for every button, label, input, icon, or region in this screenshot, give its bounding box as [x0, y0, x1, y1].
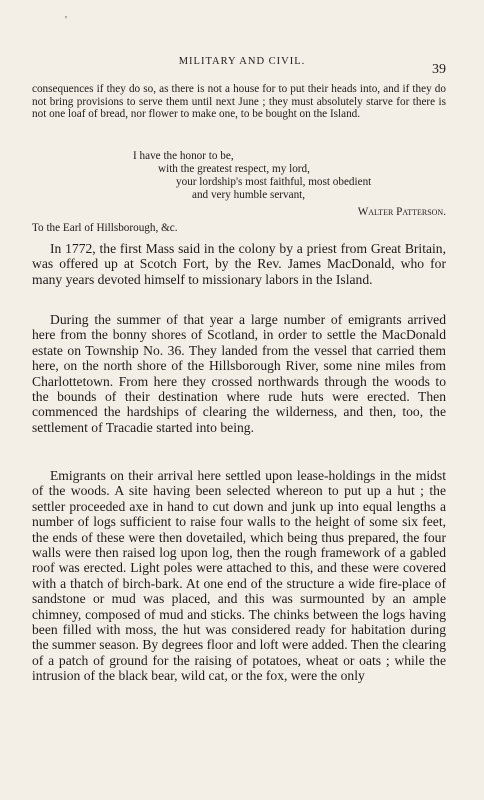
paragraph-first-mass: In 1772, the first Mass said in the colony by a priest from Great Britain, was offered up at Scotch Fort, by the Rev. James MacDonald, who for many years devoted himself to missionary labors in the Island.	[32, 241, 446, 287]
page-number: 39	[432, 62, 446, 77]
paragraph-emigrants-arrival: During the summer of that year a large number of emigrants arrived here from the bonny shores of Scotland, in order to settle the MacDonald estate on Township No. 36. They landed from the vessel that carried them here, on the north shore of the Hillsborough River, some nine miles from Charlottetown. From here they crossed northwards through the woods to the bounds of their destination where rude huts were erected. Then commenced the hardships of clearing the wilderness, and then, too, the settlement of Tracadie started into being.	[32, 312, 446, 435]
addressee: To the Earl of Hillsborough, &c.	[32, 222, 178, 234]
running-head: MILITARY AND CIVIL.	[178, 56, 306, 67]
closing-line-3: your lordship's most faithful, most obedient	[176, 176, 372, 188]
closing-line-2: with the greatest respect, my lord,	[158, 163, 310, 175]
letter-continuation: consequences if they do so, as there is not a house for to put their heads into, and if they do not bring provisions to serve them until next June ; they must absolutely starve for there is not one loaf of bread, nor flower to make one, to be bought on the Island.	[32, 83, 446, 121]
closing-line-1: I have the honor to be,	[133, 150, 234, 162]
signature: Walter Patterson.	[357, 206, 446, 218]
closing-line-4: and very humble servant,	[192, 189, 306, 201]
paragraph-block-2	[32, 312, 446, 435]
stray-mark: '	[65, 14, 67, 26]
letter-continuation-block	[32, 83, 446, 121]
paragraph-block-1	[32, 241, 446, 287]
paragraph-block-3	[32, 468, 446, 684]
paragraph-settlement-huts: Emigrants on their arrival here settled upon lease-holdings in the midst of the woods. A site having been selected whereon to put up a hut ; the settler proceeded axe in hand to cut down and junk up into equal lengths a number of logs sufficient to raise four walls to the height of some six feet, the ends of these were then dovetailed, which being thus prepared, the four walls were then raised log upon log, then the rough framework of a gabled roof was erected. Light poles were attached to this, and these were covered with a thatch of birch-bark. At one end of the structure a wide fire-place of sandstone or mud was placed, and this was surmounted by an ample chimney, composed of mud and sticks. The chinks between the logs having been filled with moss, the hut was considered ready for habitation during the summer season. By degrees floor and loft were added. Then the clearing of a patch of ground for the raising of potatoes, wheat or oats ; while the intrusion of the black bear, wild cat, or the fox, were the only	[32, 468, 446, 684]
